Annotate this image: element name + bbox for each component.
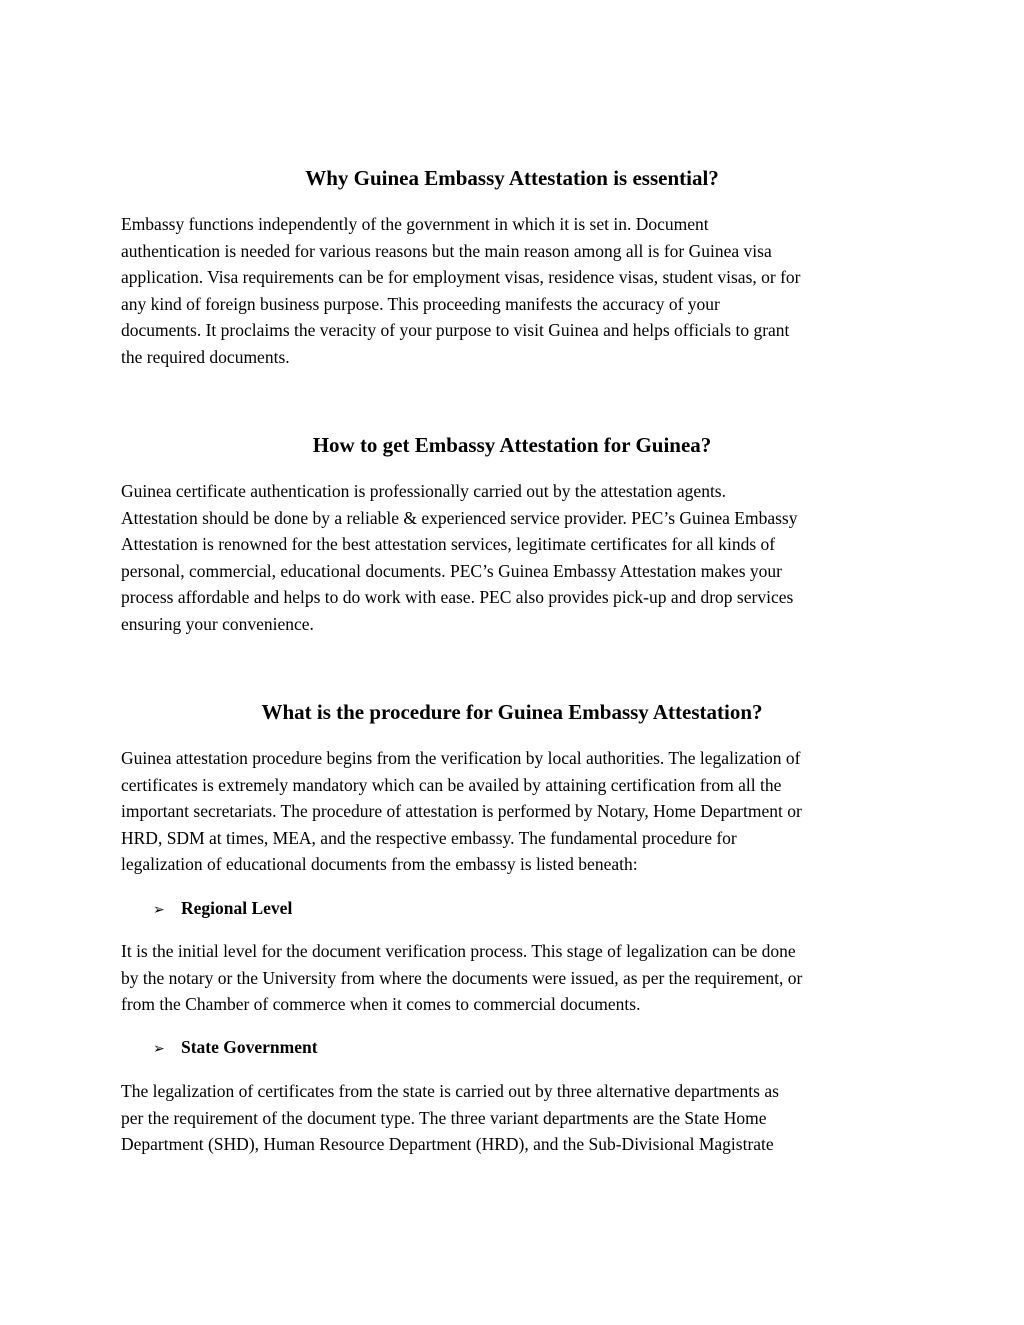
paragraph-line: Embassy functions independently of the government in which it is set in. Document	[121, 214, 709, 234]
paragraph-line: application. Visa requirements can be for employment visas, residence visas, student visas, or for	[121, 267, 801, 288]
paragraph-line: by the notary or the University from where the documents were issued, as per the requirement, or	[121, 967, 803, 988]
paragraph-line: ensuring your convenience.	[121, 613, 314, 634]
paragraph-line: any kind of foreign business purpose. This proceeding manifests the accuracy of your	[121, 293, 720, 314]
paragraph-line: Guinea attestation procedure begins from the verification by local authorities. The legalization of	[121, 748, 801, 768]
paragraph-line: from the Chamber of commerce when it comes to commercial documents.	[121, 994, 641, 1015]
paragraph-line: important secretariats. The procedure of attestation is performed by Notary, Home Department or	[121, 801, 802, 822]
paragraph-line: personal, commercial, educational documents. PEC’s Guinea Embassy Attestation makes your	[121, 560, 782, 581]
section-paragraph-how-to-get	[121, 478, 911, 638]
paragraph-line: legalization of educational documents from the embassy is listed beneath:	[121, 854, 638, 875]
paragraph-line: Department (SHD), Human Resource Department (HRD), and the Sub-Divisional Magistrate	[121, 1134, 774, 1155]
arrow-bullet-icon: ➢	[153, 1041, 165, 1057]
bullet-label: State Government	[181, 1037, 318, 1057]
paragraph-line: The legalization of certificates from the state is carried out by three alternative departments as	[121, 1081, 779, 1101]
section-paragraph-procedure	[121, 745, 911, 878]
paragraph-line: documents. It proclaims the veracity of your purpose to visit Guinea and helps officials to grant	[121, 320, 790, 341]
paragraph-line: process affordable and helps to do work with ease. PEC also provides pick-up and drop services	[121, 587, 794, 608]
paragraph-line: the required documents.	[121, 346, 290, 367]
bullet-paragraph-regional-level	[121, 938, 911, 1018]
paragraph-line: authentication is needed for various reasons but the main reason among all is for Guinea visa	[121, 240, 772, 261]
bullet-state-government	[153, 1036, 318, 1060]
section-paragraph-why-essential	[121, 211, 911, 371]
paragraph-line: per the requirement of the document type. The three variant departments are the State Home	[121, 1107, 767, 1128]
paragraph-line: It is the initial level for the document verification process. This stage of legalization can be done	[121, 941, 796, 961]
paragraph-line: certificates is extremely mandatory which can be availed by attaining certification from all the	[121, 774, 782, 795]
paragraph-line: Attestation should be done by a reliable & experienced service provider. PEC’s Guinea Embassy	[121, 507, 798, 528]
section-heading-procedure: What is the procedure for Guinea Embassy Attestation?	[261, 700, 763, 724]
paragraph-line: Guinea certificate authentication is professionally carried out by the attestation agents.	[121, 481, 726, 501]
arrow-bullet-icon: ➢	[153, 902, 165, 918]
bullet-regional-level	[153, 897, 292, 921]
bullet-paragraph-state-government	[121, 1078, 911, 1158]
bullet-label: Regional Level	[181, 898, 293, 918]
section-heading-how-to-get: How to get Embassy Attestation for Guinea?	[312, 433, 712, 457]
section-heading-why-essential: Why Guinea Embassy Attestation is essential?	[305, 166, 719, 190]
paragraph-line: HRD, SDM at times, MEA, and the respective embassy. The fundamental procedure for	[121, 827, 737, 848]
paragraph-line: Attestation is renowned for the best attestation services, legitimate certificates for all kinds of	[121, 534, 776, 555]
